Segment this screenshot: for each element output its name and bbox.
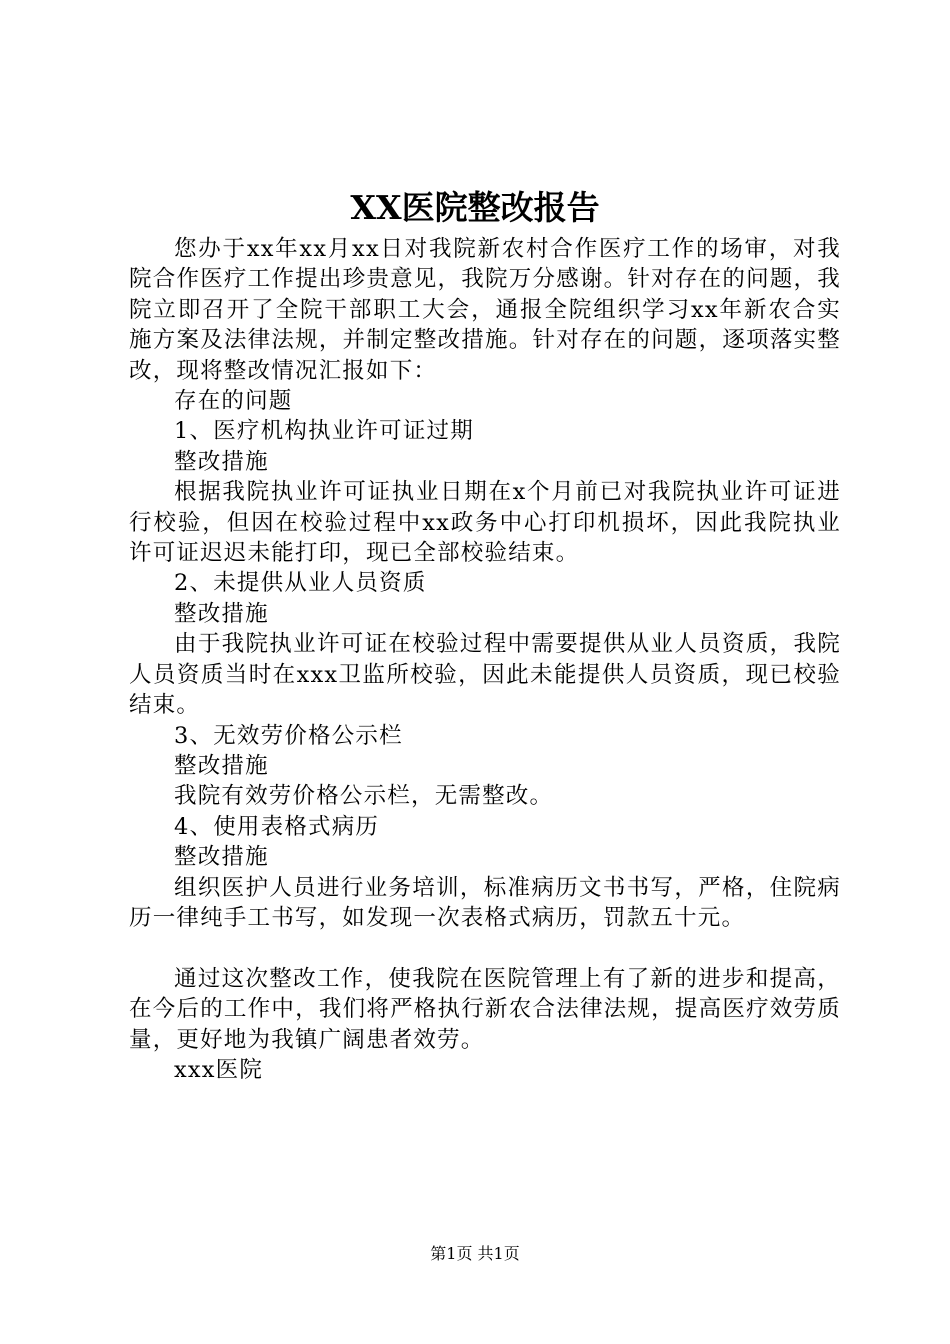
measures-heading-3: 整改措施 (174, 752, 269, 779)
problem-item-3: 3、无效劳价格公示栏 (174, 722, 403, 749)
conclusion-paragraph: 通过这次整改工作，使我院在医院管理上有了新的进步和提高，在今后的工作中，我们将严格执行新农合法律法规，提高医疗效劳质量，更好地为我镇广阔患者效劳。 (129, 965, 841, 1053)
problem-item-1: 1、医疗机构执业许可证过期 (174, 418, 474, 445)
measures-text-3: 我院有效劳价格公示栏，无需整改。 (174, 783, 554, 810)
section-heading-problems: 存在的问题 (174, 388, 293, 415)
paragraph-spacer (129, 933, 841, 963)
intro-paragraph: 您办于xx年xx月xx日对我院新农村合作医疗工作的场审，对我院合作医疗工作提出珍贵意见，我院万分感谢。针对存在的问题，我院立即召开了全院干部职工大会，通报全院组织学习xx年新农合实施方案及法律法规，并制定整改措施。针对存在的问题，逐项落实整改，现将整改情况汇报如下： (129, 236, 841, 384)
measures-heading-2: 整改措施 (174, 600, 269, 627)
document-body (129, 234, 841, 1085)
page-footer: 第1页 共1页 (430, 1244, 520, 1263)
signature-hospital: xxx医院 (174, 1056, 264, 1083)
document-title: XX医院整改报告 (350, 188, 600, 227)
problem-item-4: 4、使用表格式病历 (174, 813, 380, 840)
measures-heading-4: 整改措施 (174, 844, 269, 871)
measures-heading-1: 整改措施 (174, 448, 269, 475)
measures-text-2: 由于我院执业许可证在校验过程中需要提供从业人员资质，我院人员资质当时在xxx卫监所校验，因此未能提供人员资质，现已校验结束。 (129, 631, 841, 719)
measures-text-4: 组织医护人员进行业务培训，标准病历文书书写，严格，住院病历一律纯手工书写，如发现一次表格式病历，罚款五十元。 (129, 874, 841, 931)
measures-text-1: 根据我院执业许可证执业日期在x个月前已对我院执业许可证进行校验，但因在校验过程中xx政务中心打印机损坏，因此我院执业许可证迟迟未能打印，现已全部校验结束。 (129, 479, 841, 567)
problem-item-2: 2、未提供从业人员资质 (174, 570, 427, 597)
